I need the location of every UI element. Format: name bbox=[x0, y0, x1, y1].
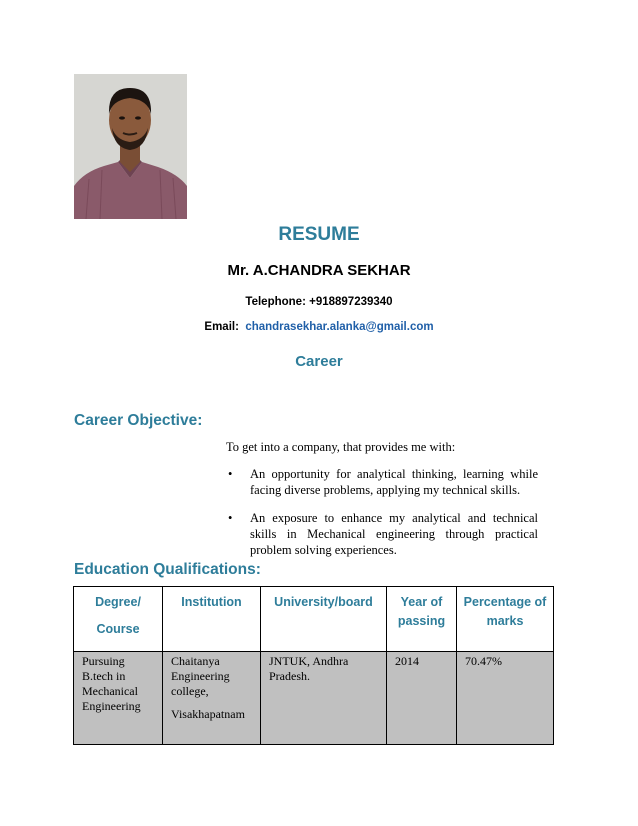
objective-intro: To get into a company, that provides me with: bbox=[226, 440, 456, 454]
bullet-icon: • bbox=[228, 467, 233, 481]
list-item-text: An exposure to enhance my analytical and technical skills in Mechanical engineering through practical problem solving experiences. bbox=[250, 511, 538, 557]
cell-university: JNTUK, Andhra Pradesh. bbox=[261, 652, 387, 745]
education-heading: Education Qualifications: bbox=[74, 561, 261, 578]
profile-photo bbox=[74, 74, 187, 219]
column-header-university: University/board bbox=[261, 587, 387, 652]
education-table bbox=[73, 586, 554, 745]
table-header-row bbox=[74, 587, 554, 652]
column-header-degree: Degree/ Course bbox=[74, 587, 163, 652]
list-item bbox=[226, 466, 538, 498]
email-line bbox=[0, 321, 638, 333]
email-address-link[interactable]: chandrasekhar.alanka@gmail.com bbox=[245, 321, 434, 333]
person-portrait-image bbox=[74, 74, 187, 219]
cell-institution: Chaitanya Engineering college, Visakhapatnam bbox=[163, 652, 261, 745]
candidate-name: Mr. A.CHANDRA SEKHAR bbox=[227, 262, 411, 279]
cell-percentage: 70.47% bbox=[457, 652, 554, 745]
phone-line bbox=[0, 296, 638, 308]
list-item bbox=[226, 510, 538, 558]
career-heading: Career bbox=[295, 353, 343, 370]
list-item-text: An opportunity for analytical thinking, learning while facing diverse problems, applying my technical skills. bbox=[250, 467, 538, 497]
column-header-year: Year of passing bbox=[387, 587, 457, 652]
column-header-institution: Institution bbox=[163, 587, 261, 652]
cell-degree: Pursuing B.tech in Mechanical Engineering bbox=[74, 652, 163, 745]
phone-label: Telephone: bbox=[245, 296, 306, 308]
email-label: Email: bbox=[204, 321, 239, 333]
column-header-percentage: Percentage of marks bbox=[457, 587, 554, 652]
resume-title: RESUME bbox=[278, 224, 360, 245]
objective-list bbox=[226, 466, 538, 570]
bullet-icon: • bbox=[228, 511, 233, 525]
career-objective-heading: Career Objective: bbox=[74, 412, 203, 429]
phone-number: +918897239340 bbox=[309, 296, 393, 308]
cell-year: 2014 bbox=[387, 652, 457, 745]
table-row bbox=[74, 652, 554, 745]
